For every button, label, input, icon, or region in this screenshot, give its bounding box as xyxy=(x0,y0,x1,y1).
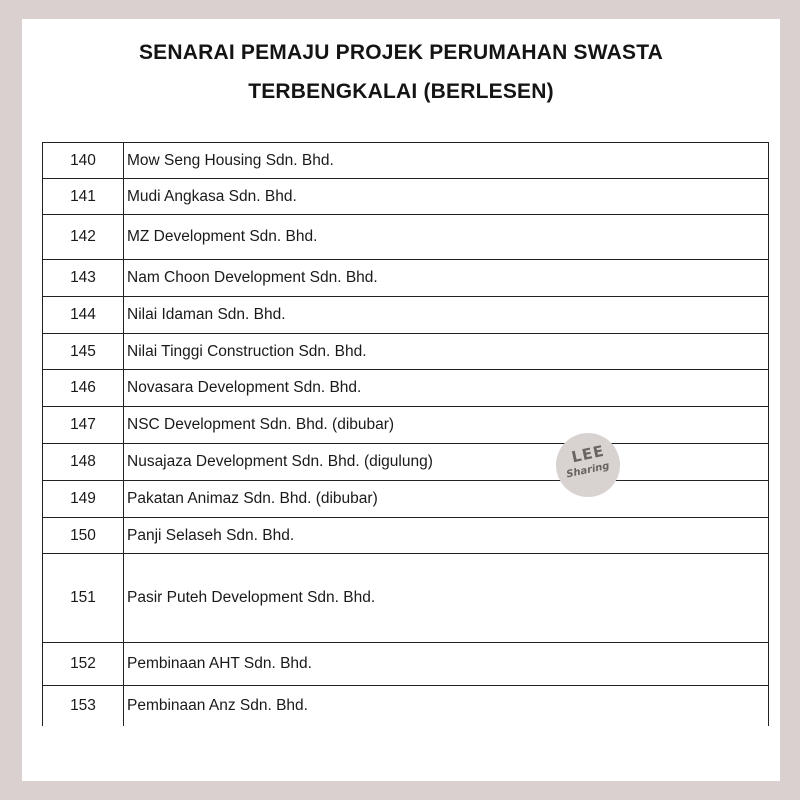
table-row xyxy=(43,686,769,726)
table-row xyxy=(43,370,769,407)
table-row xyxy=(43,143,769,179)
table-row xyxy=(43,444,769,481)
lee-sharing-watermark xyxy=(556,433,620,497)
developer-name: NSC Development Sdn. Bhd. (dibubar) xyxy=(124,407,769,444)
row-number: 144 xyxy=(43,297,124,334)
table-row xyxy=(43,215,769,260)
table-row xyxy=(43,297,769,334)
developer-name: Mow Seng Housing Sdn. Bhd. xyxy=(124,143,769,179)
row-number: 147 xyxy=(43,407,124,444)
row-number: 140 xyxy=(43,143,124,179)
developer-table xyxy=(42,142,769,726)
document-page xyxy=(22,19,780,781)
developer-name: Panji Selaseh Sdn. Bhd. xyxy=(124,518,769,554)
row-number: 149 xyxy=(43,481,124,518)
table-row xyxy=(43,407,769,444)
row-number: 145 xyxy=(43,334,124,370)
developer-name: Nilai Idaman Sdn. Bhd. xyxy=(124,297,769,334)
developer-name: Nilai Tinggi Construction Sdn. Bhd. xyxy=(124,334,769,370)
table-row xyxy=(43,481,769,518)
row-number: 143 xyxy=(43,260,124,297)
developer-name: Pembinaan Anz Sdn. Bhd. xyxy=(124,686,769,726)
developer-name: Novasara Development Sdn. Bhd. xyxy=(124,370,769,407)
developer-name: Pembinaan AHT Sdn. Bhd. xyxy=(124,643,769,686)
watermark-line-1: LEE xyxy=(569,441,607,467)
developer-name: Mudi Angkasa Sdn. Bhd. xyxy=(124,179,769,215)
table-row xyxy=(43,334,769,370)
table-row xyxy=(43,554,769,643)
row-number: 153 xyxy=(43,686,124,726)
row-number: 150 xyxy=(43,518,124,554)
developer-name: Nam Choon Development Sdn. Bhd. xyxy=(124,260,769,297)
row-number: 148 xyxy=(43,444,124,481)
row-number: 151 xyxy=(43,554,124,643)
row-number: 142 xyxy=(43,215,124,260)
table-row xyxy=(43,179,769,215)
table-row xyxy=(43,260,769,297)
watermark-line-2: Sharing xyxy=(565,460,611,481)
developer-name: Pasir Puteh Development Sdn. Bhd. xyxy=(124,554,769,643)
title-line-1: SENARAI PEMAJU PROJEK PERUMAHAN SWASTA xyxy=(138,41,664,64)
row-number: 146 xyxy=(43,370,124,407)
page-title xyxy=(22,33,780,111)
row-number: 141 xyxy=(43,179,124,215)
developer-name: Pakatan Animaz Sdn. Bhd. (dibubar) xyxy=(124,481,769,518)
table-row xyxy=(43,518,769,554)
table-row xyxy=(43,643,769,686)
title-line-2: TERBENGKALAI (BERLESEN) xyxy=(248,80,554,103)
row-number: 152 xyxy=(43,643,124,686)
developer-name: MZ Development Sdn. Bhd. xyxy=(124,215,769,260)
developer-name: Nusajaza Development Sdn. Bhd. (digulung) xyxy=(124,444,769,481)
